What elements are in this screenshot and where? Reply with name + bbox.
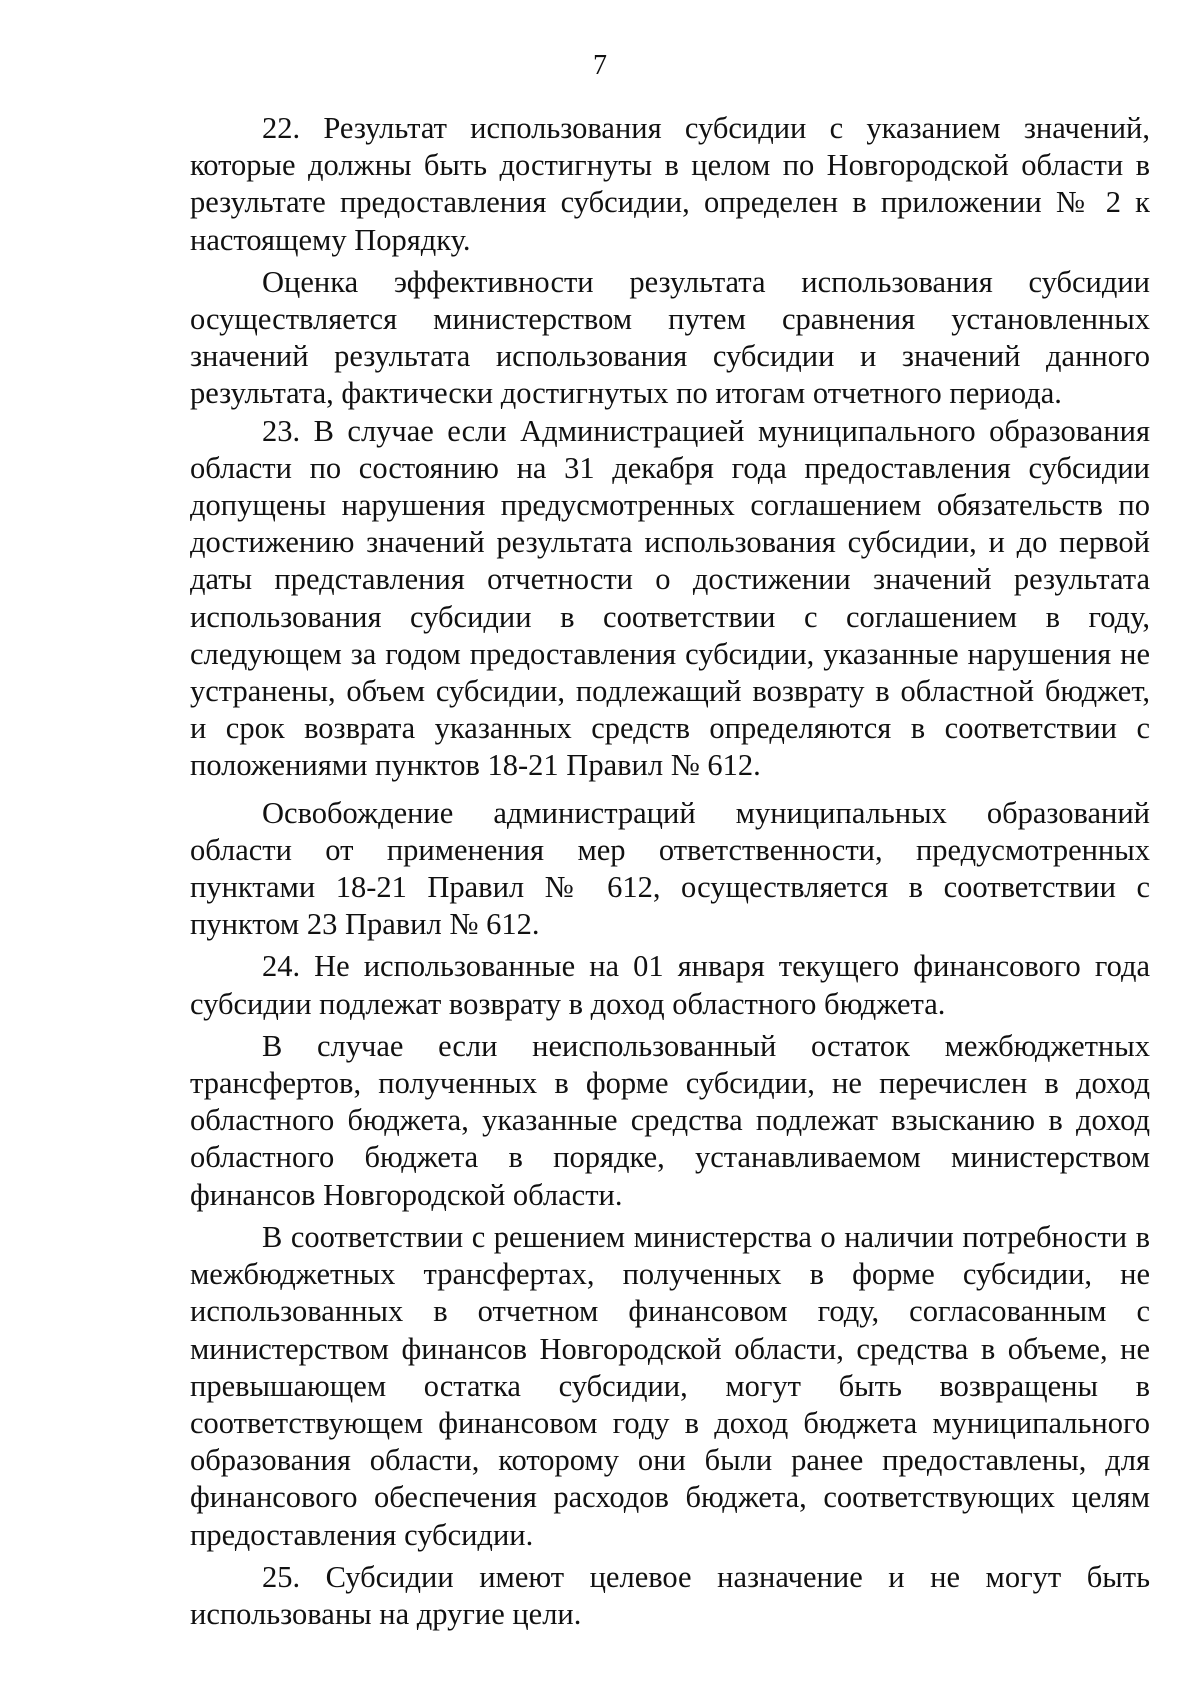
paragraph-24-return: В соответствии с решением министерства о наличии потребности в межбюджетных трансфертах, полученных в форме субсидии, не использованных в отчетном финансовом году, согласованным с министерством финансов Новгородской области, средства в объеме, не превышающем остатка субсидии, могут быть возвращены в соответствующем финансовом году в доход бюджета муниципального образования области, которому они были ранее предоставлены, для финансового обеспечения расходов бюджета, соответствующих целям предоставления субсидии. [190,1219,1150,1552]
paragraph-22-evaluation: Оценка эффективности результата использования субсидии осуществляется министерством путем сравнения установленных значений результата использования субсидии и значений данного результата, фактически достигнутых по итогам отчетного периода. [190,264,1150,411]
page-number: 7 [593,50,607,81]
paragraph-24-recovery: В случае если неиспользованный остаток межбюджетных трансфертов, полученных в форме субсидии, не перечислен в доход областного бюджета, указанные средства подлежат взысканию в доход областного бюджета в порядке, устанавливаемом министерством финансов Новгородской области. [190,1028,1150,1212]
paragraph-24: 24. Не использованные на 01 января текущего финансового года субсидии подлежат возврату в доход областного бюджета. [190,949,1150,1021]
paragraph-23: 23. В случае если Администрацией муниципального образования области по состоянию на 31 декабря года предоставления субсидии допущены нарушения предусмотренных соглашением обязательств по достижению значений результата использования субсидии, и до первой даты представления отчетности о достижении значений результата использования субсидии в соответствии с соглашением в году, следующем за годом предоставления субсидии, указанные нарушения не устранены, объем субсидии, подлежащий возврату в областной бюджет, и срок возврата указанных средств определяются в соответствии с положениями пунктов 18-21 Правил № 612. [190,413,1150,783]
paragraph-23-exemption: Освобождение администраций муниципальных образований области от применения мер ответственности, предусмотренных пунктами 18-21 Правил № 612, осуществляется в соответствии с пунктом 23 Правил № 612. [190,795,1150,942]
paragraph-22: 22. Результат использования субсидии с указанием значений, которые должны быть достигнуты в целом по Новгородской области в результате предоставления субсидии, определен в приложении № 2 к настоящему Порядку. [190,111,1150,257]
document-body [190,110,1150,1633]
paragraph-25: 25. Субсидии имеют целевое назначение и не могут быть использованы на другие цели. [190,1559,1150,1631]
